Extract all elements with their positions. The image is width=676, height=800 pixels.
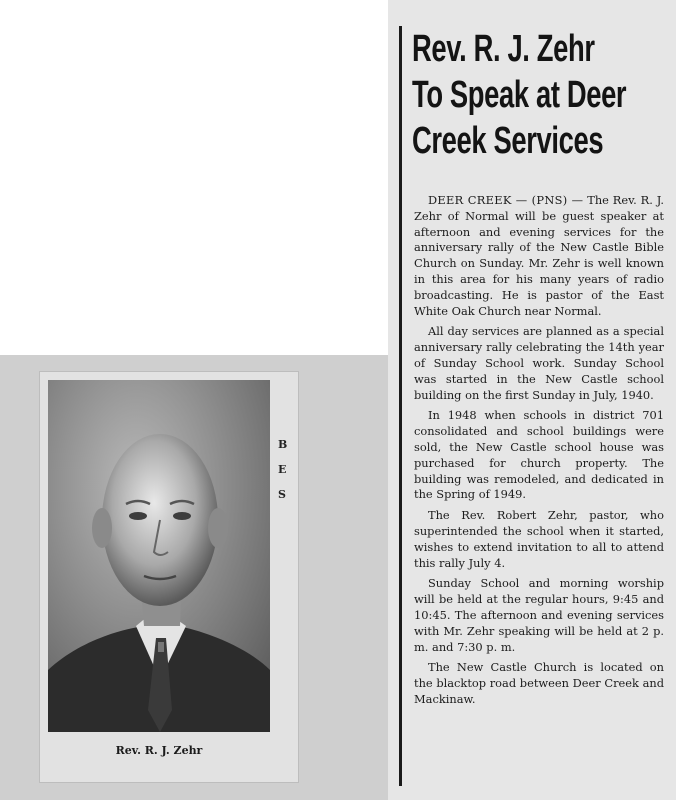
headline-line-2: To Speak at Deer: [412, 74, 627, 116]
adjacent-clipping-edge: [278, 438, 300, 638]
article-paragraph: In 1948 when schools in district 701 consolidated and school buildings were sold, the New Castle school house was purchased for church property. The building was remodeled, and dedicated in the Spring of 1949.: [414, 408, 664, 502]
article-body: [414, 193, 664, 713]
headline-line-1: Rev. R. J. Zehr: [412, 28, 595, 70]
article-paragraph: All day services are planned as a special anniversary rally celebrating the 14th year of Sunday School work. Sunday School was started in the New Castle school building on the first Sunday in July, 1940.: [414, 324, 664, 402]
headline-line-3: Creek Services: [412, 120, 604, 162]
article-headline: [412, 26, 664, 164]
side-letter: E: [278, 463, 287, 476]
portrait-photo: [48, 380, 270, 732]
blank-paper-area: [0, 0, 388, 355]
dateline: DEER CREEK — (PNS) —: [428, 193, 584, 207]
photo-caption: Rev. R. J. Zehr: [115, 744, 203, 757]
article-paragraph: The New Castle Church is located on the blacktop road between Deer Creek and Mackinaw.: [414, 660, 664, 706]
article-paragraph: The Rev. Robert Zehr, pastor, who superintended the school when it started, wishes to extend invitation to all to attend this rally July 4.: [414, 508, 664, 570]
side-letter: B: [278, 438, 288, 451]
article-paragraph: [414, 193, 664, 319]
column-rule: [399, 26, 402, 786]
paragraph-text: The Rev. R. J. Zehr of Normal will be guest speaker at afternoon and evening services for the anniversary rally of the New Castle Bible Church on Sunday. Mr. Zehr is well known in this area for his many years of radio broadcasting. He is pastor of the East White Oak Church near Normal.: [414, 193, 665, 318]
side-letter: S: [278, 488, 286, 501]
article-paragraph: Sunday School and morning worship will be held at the regular hours, 9:45 and 10:45. The afternoon and evening services with Mr. Zehr speaking will be held at 2 p. m. and 7:30 p. m.: [414, 576, 664, 654]
